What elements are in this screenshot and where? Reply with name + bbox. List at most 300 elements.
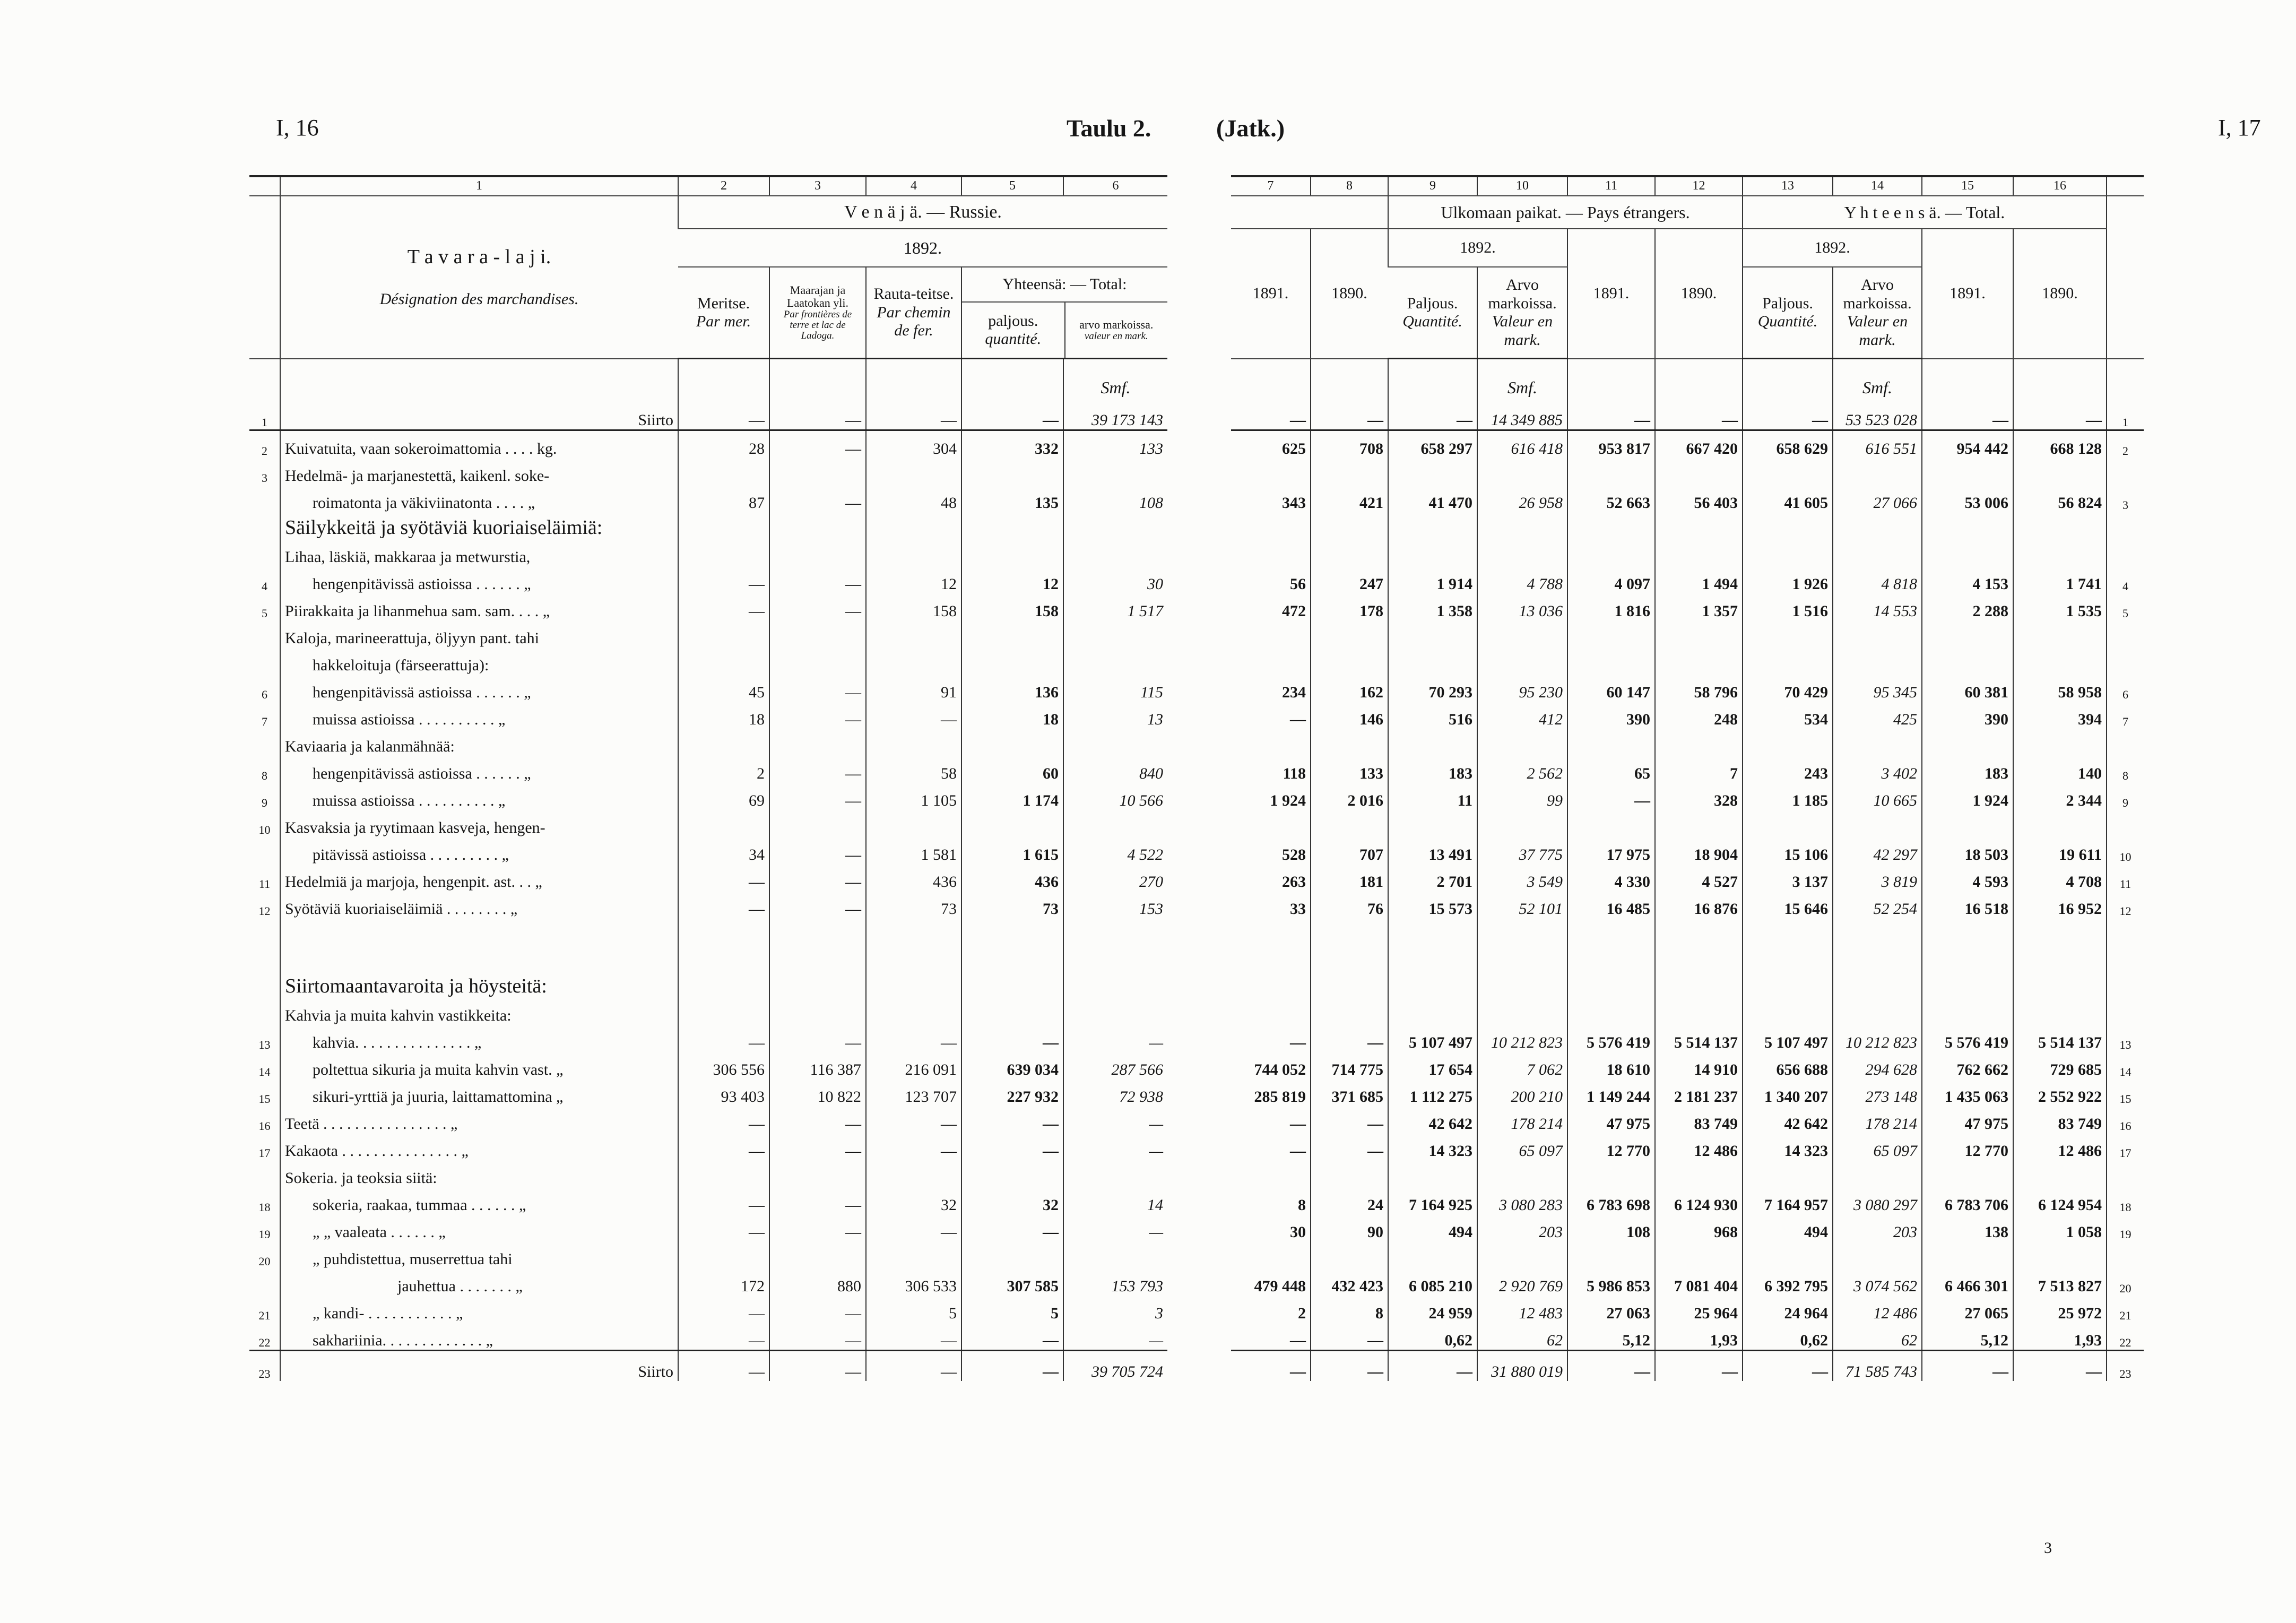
unit-blank — [1388, 359, 1477, 398]
table-row — [1231, 1323, 2144, 1351]
table-row — [249, 1296, 1167, 1323]
rowno-col-header — [2107, 176, 2144, 196]
table-row — [1231, 1296, 2144, 1323]
paljous-value: — — [961, 1106, 1063, 1133]
paljous-value — [961, 918, 1063, 998]
1891-value: 390 — [1567, 702, 1655, 729]
table-row — [249, 702, 1167, 729]
row-number: 11 — [258, 877, 271, 891]
table-row — [249, 1133, 1167, 1160]
paljous-value: 0,62 — [1388, 1323, 1477, 1351]
y1890-header: 1890. — [2013, 229, 2107, 359]
arvo-value: 10 566 — [1063, 783, 1167, 810]
paljous-value — [961, 512, 1063, 539]
table-row — [1231, 837, 2144, 864]
1891-value — [1231, 810, 1311, 837]
arvo-value: 115 — [1063, 675, 1167, 702]
arvo-value: 840 — [1063, 756, 1167, 783]
arvo-value — [1063, 1241, 1167, 1268]
1891-value — [1567, 458, 1655, 485]
paljous-value: 7 164 925 — [1388, 1187, 1477, 1214]
paljous-value: 1 185 — [1743, 783, 1833, 810]
y1890-header: 1890. — [1311, 229, 1388, 359]
row-number: 9 — [262, 796, 267, 809]
1891-value: 47 975 — [1922, 1106, 2013, 1133]
paljous-value: — — [1743, 1351, 1833, 1382]
country-header: V e n ä j ä. — Russie. — [678, 196, 1167, 229]
arvo-value: 3 549 — [1477, 864, 1567, 891]
paljous-value: 1 615 — [961, 837, 1063, 864]
1890-value — [1655, 810, 1743, 837]
paljous-value: 14 323 — [1388, 1133, 1477, 1160]
arvo-value: — — [1063, 1323, 1167, 1351]
arvo-value: 178 214 — [1833, 1106, 1922, 1133]
1890-value: 1 535 — [2013, 593, 2107, 620]
1890-value: 6 124 954 — [2013, 1187, 2107, 1214]
rauta-value: — — [866, 1214, 961, 1241]
1891-value: 27 065 — [1922, 1296, 2013, 1323]
rauta-header — [866, 267, 961, 359]
1891-value: 4 153 — [1922, 566, 2013, 593]
table-row — [249, 1079, 1167, 1106]
1891-value: — — [1231, 1351, 1311, 1382]
item-description: Kaviaaria ja kalanmähnää: — [280, 729, 678, 756]
1890-value: 12 486 — [1655, 1133, 1743, 1160]
arvo-fr: Valeur en mark. — [1492, 313, 1553, 349]
arvo-value — [1477, 729, 1567, 756]
paljous-value: 42 642 — [1743, 1106, 1833, 1133]
row-number — [2107, 1241, 2144, 1268]
table-row — [249, 1323, 1167, 1351]
table-row — [1231, 398, 2144, 430]
1891-value — [1922, 810, 2013, 837]
rauta-value — [866, 810, 961, 837]
row-number: 8 — [2107, 756, 2144, 783]
arvo-value: 1 517 — [1063, 593, 1167, 620]
item-description: Siirto — [280, 1351, 678, 1382]
arvo-value: — — [1063, 1025, 1167, 1052]
1890-value — [1655, 729, 1743, 756]
paljous-fr: Quantité. — [1402, 313, 1462, 330]
maaraja-value: — — [769, 1133, 866, 1160]
arvo-value: 294 628 — [1833, 1052, 1922, 1079]
1891-value: 108 — [1567, 1214, 1655, 1241]
1891-value: 5 576 419 — [1922, 1025, 2013, 1052]
meritse-value: — — [678, 1106, 769, 1133]
1891-value — [1567, 810, 1655, 837]
maaraja-value — [769, 918, 866, 998]
1891-value: 53 006 — [1922, 485, 2013, 512]
1890-value — [1655, 620, 1743, 648]
maaraja-value: — — [769, 1351, 866, 1382]
rauta-value: 158 — [866, 593, 961, 620]
1891-value — [1922, 998, 2013, 1025]
meritse-value: 28 — [678, 430, 769, 459]
row-number: 20 — [258, 1255, 271, 1268]
arvo-value: 616 418 — [1477, 430, 1567, 459]
maaraja-value: 880 — [769, 1268, 866, 1296]
row-number: 23 — [249, 1351, 280, 1382]
arvo-value: 3 819 — [1833, 864, 1922, 891]
1891-value — [1922, 918, 2013, 998]
rauta-fr: Par chemin de fer. — [877, 303, 951, 340]
table-row — [249, 1351, 1167, 1382]
table-row — [249, 891, 1167, 918]
rauta-value — [866, 998, 961, 1025]
arvo-value: 7 062 — [1477, 1052, 1567, 1079]
row-number: 18 — [2107, 1187, 2144, 1214]
1890-value: — — [1311, 1025, 1388, 1052]
item-description: muissa astioissa . . . . . . . . . . „ — [280, 702, 678, 729]
item-description: „ „ vaaleata . . . . . . „ — [280, 1214, 678, 1241]
row-number: 4 — [2107, 566, 2144, 593]
1890-value: 181 — [1311, 864, 1388, 891]
1891-value: 285 819 — [1254, 1088, 1306, 1106]
rauta-value: — — [866, 1025, 961, 1052]
arvo-value: 26 958 — [1477, 485, 1567, 512]
1890-value — [2013, 918, 2107, 998]
1891-value — [1567, 620, 1655, 648]
paljous-value: 41 605 — [1743, 485, 1833, 512]
maaraja-value — [769, 539, 866, 566]
1890-value: 2 344 — [2013, 783, 2107, 810]
meritse-value — [678, 1241, 769, 1268]
paljous-value: 136 — [961, 675, 1063, 702]
arvo-fi: Arvo markoissa. — [1843, 276, 1912, 312]
1890-value: 83 749 — [2013, 1106, 2107, 1133]
1891-value: 118 — [1283, 765, 1306, 782]
paljous-value: 135 — [961, 485, 1063, 512]
meritse-value — [678, 620, 769, 648]
arvo-value: 153 793 — [1063, 1268, 1167, 1296]
arvo-value: 39 173 143 — [1063, 398, 1167, 430]
table-row — [1231, 1268, 2144, 1296]
row-number — [249, 837, 280, 864]
paljous-value: 158 — [961, 593, 1063, 620]
item-description: sikuri-yrttiä ja juuria, laittamattomina „ — [280, 1079, 678, 1106]
arvo-value: — — [1063, 1214, 1167, 1241]
1891-value — [1567, 1160, 1655, 1187]
arvo-value: 53 523 028 — [1833, 398, 1922, 430]
1891-value: 472 — [1282, 602, 1306, 620]
table-row — [249, 810, 1167, 837]
1891-value: 16 518 — [1922, 891, 2013, 918]
maaraja-value — [769, 729, 866, 756]
table-row — [1231, 620, 2144, 648]
arvo-fi: arvo markoissa. — [1079, 317, 1154, 331]
paljous-value: 15 106 — [1743, 837, 1833, 864]
col-number: 4 — [866, 176, 961, 196]
table-row — [249, 593, 1167, 620]
table-row — [249, 1187, 1167, 1214]
arvo-value — [1833, 1241, 1922, 1268]
1890-value: — — [1655, 1351, 1743, 1382]
paljous-value: 0,62 — [1743, 1323, 1833, 1351]
meritse-value — [678, 458, 769, 485]
designation-fr: Désignation des marchandises. — [379, 290, 579, 308]
row-number: 2 — [2107, 430, 2144, 459]
1890-value: — — [1311, 1106, 1388, 1133]
1890-value: 1,93 — [2013, 1323, 2107, 1351]
table-row — [1231, 998, 2144, 1025]
table-row — [1231, 430, 2144, 459]
1891-value — [1231, 458, 1311, 485]
1890-value — [2013, 810, 2107, 837]
paljous-value: 5 107 497 — [1743, 1025, 1833, 1052]
paljous-value — [1743, 729, 1833, 756]
row-number — [249, 1160, 280, 1187]
table-row — [249, 1214, 1167, 1241]
col-number: 3 — [769, 176, 866, 196]
arvo-value — [1063, 998, 1167, 1025]
1890-value — [1655, 648, 1743, 675]
1890-value: 16 876 — [1655, 891, 1743, 918]
meritse-value: — — [678, 593, 769, 620]
unit-blank — [249, 359, 280, 398]
meritse-value: 306 556 — [678, 1052, 769, 1079]
maaraja-value: — — [769, 891, 866, 918]
table-row — [1231, 512, 2144, 539]
col-number: 5 — [961, 176, 1063, 196]
row-number: 7 — [2107, 702, 2144, 729]
row-number: 18 — [258, 1201, 271, 1214]
1890-value: 24 — [1311, 1187, 1388, 1214]
1890-value: 394 — [2013, 702, 2107, 729]
paljous-value — [961, 458, 1063, 485]
arvo-value: 14 553 — [1833, 593, 1922, 620]
row-number: 11 — [2107, 864, 2144, 891]
1890-value: 729 685 — [2013, 1052, 2107, 1079]
table-row — [249, 566, 1167, 593]
1891-value — [1922, 1160, 2013, 1187]
maaraja-fi: Maarajan ja Laatokan yli. — [786, 283, 849, 310]
arvo-value: 99 — [1477, 783, 1567, 810]
1891-value: 4 330 — [1567, 864, 1655, 891]
arvo-value: 108 — [1063, 485, 1167, 512]
meritse-fr: Par mer. — [696, 313, 751, 330]
1890-value — [1311, 1160, 1388, 1187]
1890-value: 7 081 404 — [1655, 1268, 1743, 1296]
1891-value: 5,12 — [1567, 1323, 1655, 1351]
row-number: 10 — [258, 823, 271, 836]
table-row — [1231, 1241, 2144, 1268]
yhteensa-header — [961, 267, 1167, 359]
1890-value — [1311, 918, 1388, 998]
arvo-value — [1477, 620, 1567, 648]
meritse-value — [678, 539, 769, 566]
table-row — [249, 1052, 1167, 1079]
1890-value: 90 — [1311, 1214, 1388, 1241]
meritse-value: 18 — [678, 702, 769, 729]
arvo-value — [1833, 1160, 1922, 1187]
left-table — [249, 175, 1167, 1381]
y1891-header: 1891. — [1567, 229, 1655, 359]
1890-value — [1311, 539, 1388, 566]
paljous-fi: paljous. — [988, 312, 1038, 330]
row-number — [249, 512, 280, 539]
rauta-fi: Rauta-teitse. — [873, 285, 954, 303]
1890-value: 1 357 — [1655, 593, 1743, 620]
table-row — [249, 1025, 1167, 1052]
unit-blank — [678, 359, 769, 398]
arvo-value: 616 551 — [1833, 430, 1922, 459]
rauta-value — [866, 512, 961, 539]
row-number: 15 — [2107, 1079, 2144, 1106]
1891-value: 5,12 — [1922, 1323, 2013, 1351]
1891-value: 762 662 — [1922, 1052, 2013, 1079]
arvo-value: 72 938 — [1063, 1079, 1167, 1106]
1891-value: 343 — [1282, 494, 1306, 512]
1890-value: 16 952 — [2013, 891, 2107, 918]
arvo-value — [1833, 648, 1922, 675]
1890-value — [1655, 512, 1743, 539]
arvo-fr: valeur en mark. — [1084, 331, 1148, 342]
col-number: 1 — [280, 176, 678, 196]
1891-value — [1567, 1241, 1655, 1268]
paljous-value: 658 629 — [1743, 430, 1833, 459]
year-header: 1892. — [1743, 229, 1922, 267]
paljous-value: 70 293 — [1388, 675, 1477, 702]
table-row — [1231, 1052, 2144, 1079]
row-number: 14 — [258, 1065, 271, 1078]
item-description: pitävissä astioissa . . . . . . . . . „ — [280, 837, 678, 864]
unit-blank — [769, 359, 866, 398]
table-row — [1231, 810, 2144, 837]
maaraja-value — [769, 458, 866, 485]
1890-value: 968 — [1655, 1214, 1743, 1241]
maaraja-value: — — [769, 1214, 866, 1241]
row-number — [2107, 918, 2144, 998]
rauta-value: 304 — [866, 430, 961, 459]
arvo-header — [1477, 267, 1567, 359]
paljous-value: 1 112 275 — [1388, 1079, 1477, 1106]
paljous-value: 60 — [961, 756, 1063, 783]
maaraja-value: — — [769, 593, 866, 620]
paljous-value: 24 959 — [1388, 1296, 1477, 1323]
meritse-value: 69 — [678, 783, 769, 810]
paljous-value: 332 — [961, 430, 1063, 459]
row-number — [2107, 648, 2144, 675]
1891-value: 16 485 — [1567, 891, 1655, 918]
1891-value — [1922, 729, 2013, 756]
1891-value: — — [1567, 398, 1655, 430]
paljous-value — [1743, 620, 1833, 648]
meritse-value — [678, 918, 769, 998]
paljous-value — [1388, 458, 1477, 485]
1890-value — [2013, 620, 2107, 648]
row-number: 12 — [258, 904, 271, 918]
1891-value — [1567, 729, 1655, 756]
arvo-value: 425 — [1833, 702, 1922, 729]
rauta-value — [866, 918, 961, 998]
table-row — [249, 864, 1167, 891]
rauta-value: 306 533 — [866, 1268, 961, 1296]
table-row — [1231, 1187, 2144, 1214]
paljous-value — [1743, 458, 1833, 485]
arvo-value: 10 212 823 — [1833, 1025, 1922, 1052]
item-description: muissa astioissa . . . . . . . . . . „ — [280, 783, 678, 810]
table-row — [249, 620, 1167, 648]
row-number — [2107, 810, 2144, 837]
arvo-value: 10 665 — [1833, 783, 1922, 810]
col-number: 9 — [1388, 176, 1477, 196]
rauta-value: — — [866, 1351, 961, 1382]
1891-value: 56 — [1290, 575, 1306, 593]
arvo-value: 178 214 — [1477, 1106, 1567, 1133]
maaraja-value: — — [769, 485, 866, 512]
row-number — [249, 998, 280, 1025]
1891-value: — — [1290, 711, 1306, 728]
item-description: Syötäviä kuoriaiseläimiä . . . . . . . . „ — [280, 891, 678, 918]
paljous-header — [1388, 267, 1477, 359]
1890-value: 2 016 — [1311, 783, 1388, 810]
row-number — [249, 620, 280, 648]
paljous-value: 307 585 — [961, 1268, 1063, 1296]
item-description: Kaloja, marineerattuja, öljyyn pant. tahi — [280, 620, 678, 648]
arvo-value — [1063, 512, 1167, 539]
row-number: 12 — [2107, 891, 2144, 918]
arvo-value — [1477, 512, 1567, 539]
paljous-value — [1388, 729, 1477, 756]
arvo-value — [1833, 620, 1922, 648]
1891-value: 1 435 063 — [1922, 1079, 2013, 1106]
col-number: 13 — [1743, 176, 1833, 196]
1891-value: 12 770 — [1567, 1133, 1655, 1160]
table-row — [249, 1160, 1167, 1187]
item-description: roimatonta ja väkiviinatonta . . . . „ — [280, 485, 678, 512]
meritse-value: 172 — [678, 1268, 769, 1296]
arvo-value — [1063, 729, 1167, 756]
rauta-value: — — [866, 702, 961, 729]
arvo-header — [1833, 267, 1922, 359]
item-description: jauhettua . . . . . . . „ — [280, 1268, 678, 1296]
meritse-value: — — [678, 566, 769, 593]
rauta-value: 73 — [866, 891, 961, 918]
paljous-header — [1743, 267, 1833, 359]
table-row — [1231, 458, 2144, 485]
paljous-value: 227 932 — [961, 1079, 1063, 1106]
paljous-value — [1388, 1160, 1477, 1187]
paljous-value: 639 034 — [961, 1052, 1063, 1079]
1890-value: 76 — [1311, 891, 1388, 918]
maaraja-value: — — [769, 430, 866, 459]
item-description: hengenpitävissä astioissa . . . . . . „ — [280, 756, 678, 783]
arvo-value: 3 — [1063, 1296, 1167, 1323]
1890-value — [1311, 729, 1388, 756]
col-number: 2 — [678, 176, 769, 196]
arvo-value — [1063, 539, 1167, 566]
table-row — [249, 648, 1167, 675]
row-number — [2107, 539, 2144, 566]
arvo-value: 31 880 019 — [1477, 1351, 1567, 1382]
rowno-col-header — [249, 176, 280, 196]
1891-value: 47 975 — [1567, 1106, 1655, 1133]
table-row — [1231, 1133, 2144, 1160]
arvo-value — [1063, 620, 1167, 648]
paljous-value — [1388, 998, 1477, 1025]
arvo-value — [1063, 918, 1167, 998]
maaraja-value — [769, 1160, 866, 1187]
item-description: poltettua sikuria ja muita kahvin vast. „ — [280, 1052, 678, 1079]
paljous-value: 1 926 — [1743, 566, 1833, 593]
paljous-value: 436 — [961, 864, 1063, 891]
row-number: 10 — [2107, 837, 2144, 864]
1890-value: 2 552 922 — [2013, 1079, 2107, 1106]
1890-value — [1655, 918, 1743, 998]
paljous-value: 42 642 — [1388, 1106, 1477, 1133]
1890-value — [1655, 1241, 1743, 1268]
arvo-value — [1833, 512, 1922, 539]
